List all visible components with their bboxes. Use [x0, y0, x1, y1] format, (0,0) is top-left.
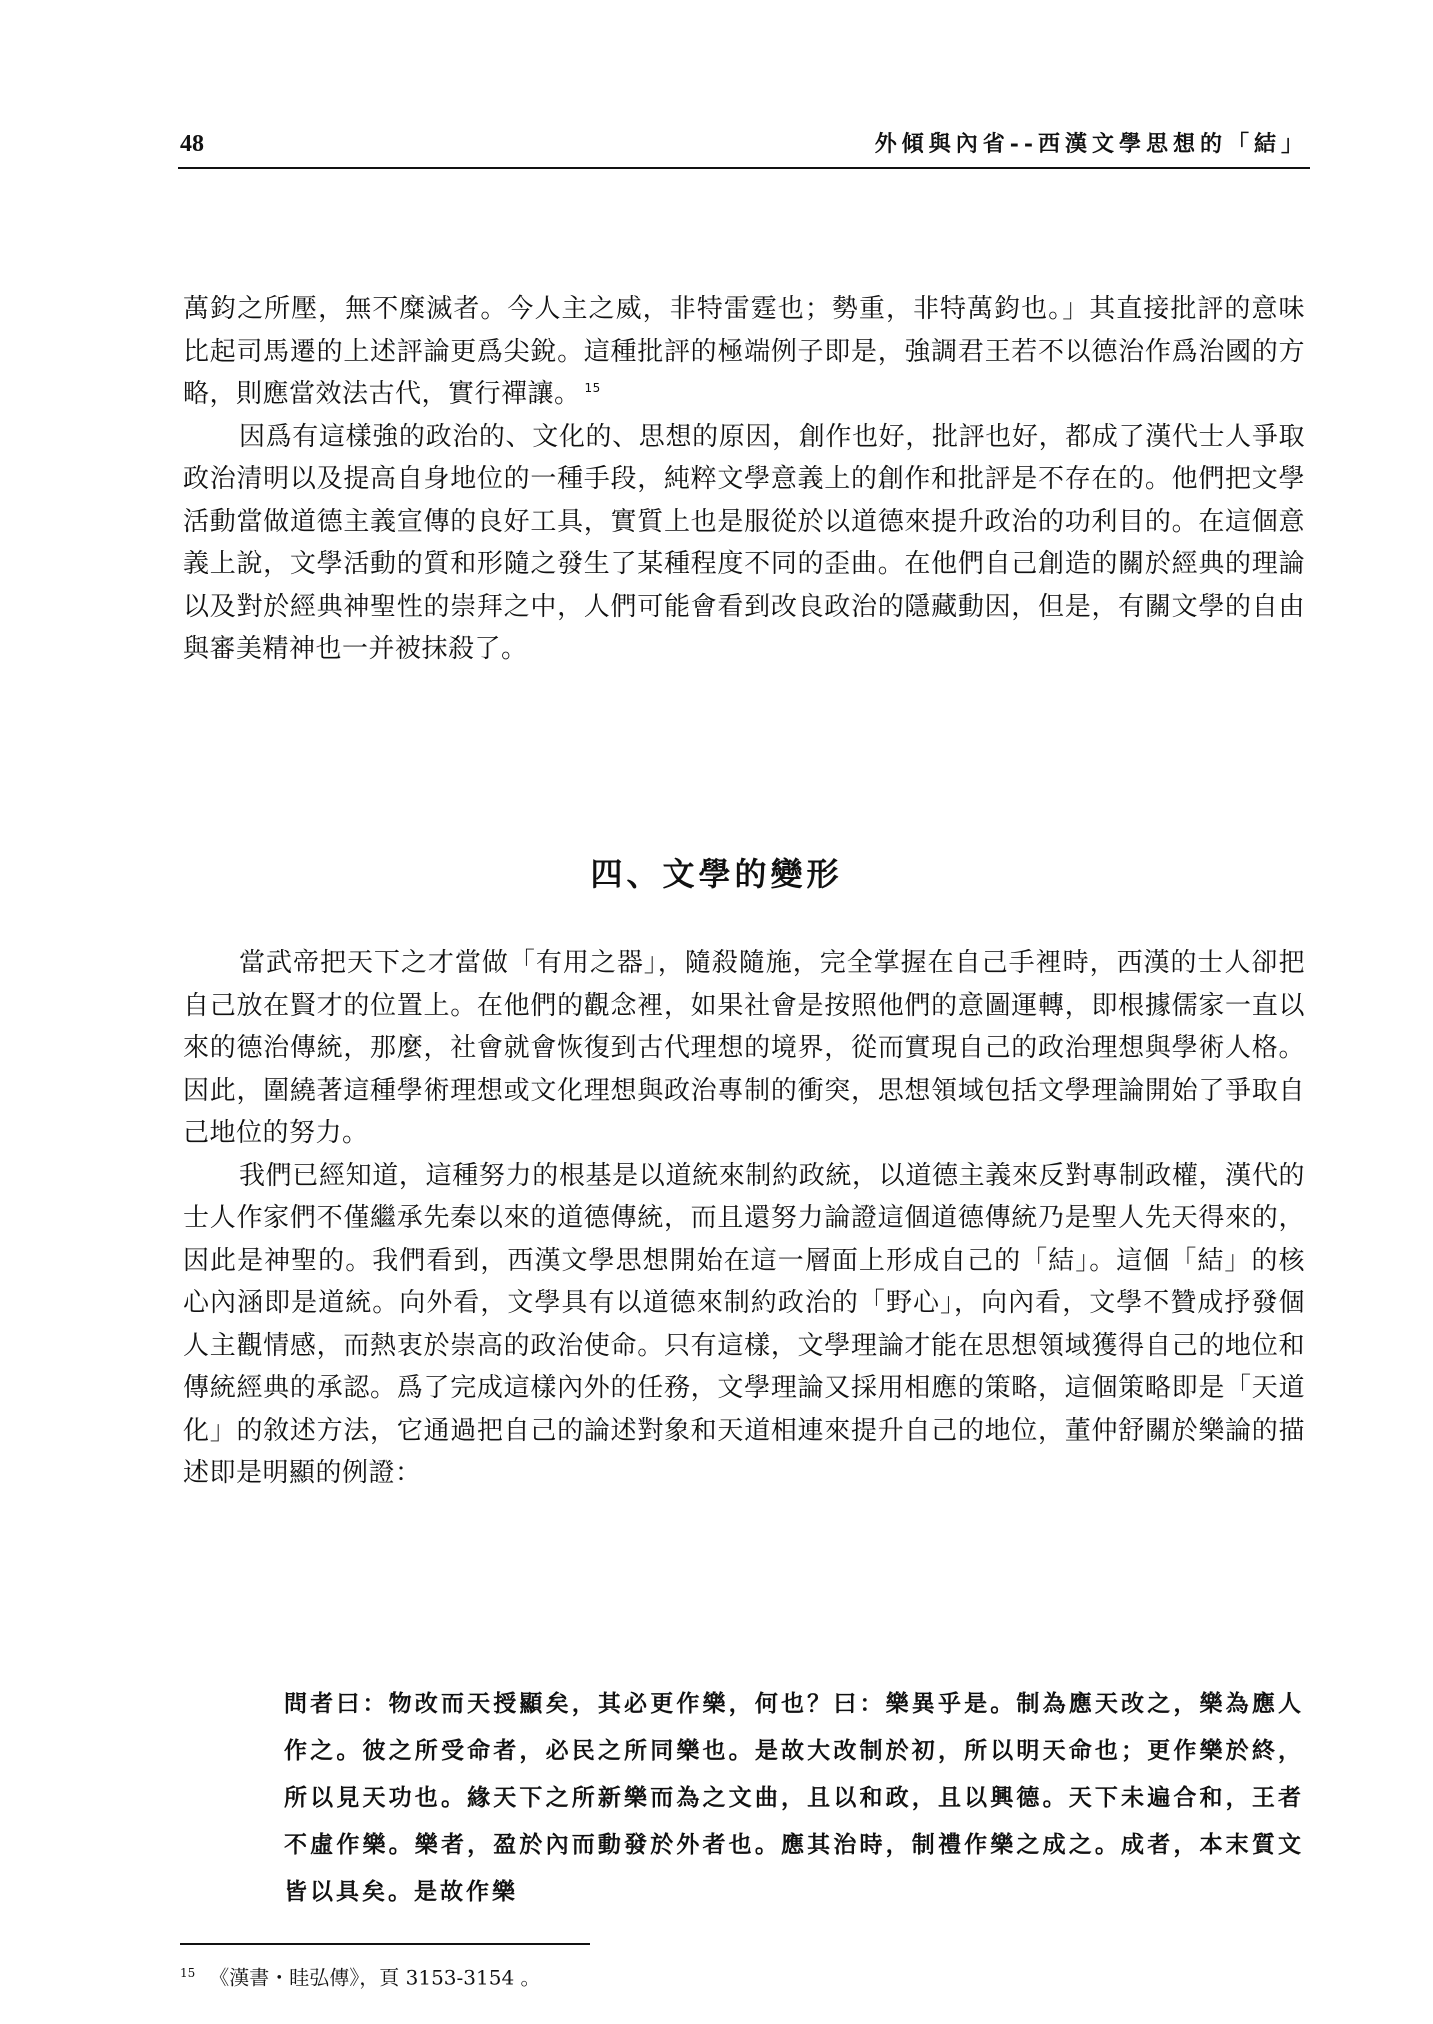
page-header — [180, 128, 1308, 168]
block-quote: 問者曰：物改而天授顯矣，其必更作樂，何也？曰：樂異乎是。制為應天改之，樂為應人作之。彼之所受命者，必民之所同樂也。是故大改制於初，所以明天命也；更作樂於終，所以見天功也。緣天下之所新樂而為之文曲，且以和政，且以興德。天下未遍合和，王者不虛作樂。樂者，盈於內而動發於外者也。應其治時，制禮作樂之成之。成者，本末質文皆以具矣。是故作樂 — [284, 1690, 1304, 1905]
body-text-bottom — [183, 942, 1305, 1495]
paragraph: 我們已經知道，這種努力的根基是以道統來制約政統，以道德主義來反對專制政權，漢代的士人作家們不僅繼承先秦以來的道德傳統，而且還努力論證這個道德傳統乃是聖人先天得來的，因此是神聖的。我們看到，西漢文學思想開始在這一層面上形成自己的「結」。這個「結」的核心內涵即是道統。向外看，文學具有以道德來制約政治的「野心」，向內看，文學不贊成抒發個人主觀情感，而熱衷於崇高的政治使命。只有這樣，文學理論才能在思想領域獲得自己的地位和傳統經典的承認。爲了完成這樣內外的任務，文學理論又採用相應的策略，這個策略即是「天道化」的敘述方法，它通過把自己的論述對象和天道相連來提升自己的地位，董仲舒關於樂論的描述即是明顯的例證： — [183, 1160, 1305, 1488]
footnote-rule — [180, 1943, 590, 1945]
paragraph-continuation — [183, 288, 1305, 416]
section-heading: 四、文學的變形 — [590, 855, 843, 893]
running-title: 外傾與內省--西漢文學思想的「結」 — [874, 131, 1308, 157]
footnote-mark: 15 — [180, 1966, 196, 1980]
footnote-reference: 15 — [584, 381, 601, 396]
paragraph: 因爲有這樣強的政治的、文化的、思想的原因，創作也好，批評也好，都成了漢代士人爭取政治清明以及提高自身地位的一種手段，純粹文學意義上的創作和批評是不存在的。他們把文學活動當做道德主義宣傳的良好工具，實質上也是服從於以道德來提升政治的功利目的。在這個意義上說，文學活動的質和形隨之發生了某種程度不同的歪曲。在他們自己創造的關於經典的理論以及對於經典神聖性的崇拜之中，人們可能會看到改良政治的隱藏動因，但是，有關文學的自由與審美精神也一并被抹殺了。 — [183, 421, 1305, 664]
paragraph-text: 萬鈞之所壓，無不糜滅者。今人主之威，非特雷霆也；勢重，非特萬鈞也。」其直接批評的意味比起司馬遷的上述評論更爲尖銳。這種批評的極端例子即是，強調君王若不以德治作爲治國的方略，則應當效法古代，實行禪讓。 — [183, 294, 1305, 409]
header-rule — [178, 167, 1310, 169]
footnote — [180, 1958, 541, 1993]
paragraph: 當武帝把天下之才當做「有用之器」，隨殺隨施，完全掌握在自己手裡時，西漢的士人卻把自己放在賢才的位置上。在他們的觀念裡，如果社會是按照他們的意圖運轉，即根據儒家一直以來的德治傳統，那麼，社會就會恢復到古代理想的境界，從而實現自己的政治理想與學術人格。因此，圍繞著這種學術理想或文化理想與政治專制的衝突，思想領域包括文學理論開始了爭取自己地位的努力。 — [183, 948, 1305, 1148]
body-text-top — [183, 288, 1305, 671]
footnote-text: 《漢書・眭弘傳》，頁 3153-3154 。 — [209, 1965, 541, 1990]
page-number: 48 — [180, 131, 204, 157]
